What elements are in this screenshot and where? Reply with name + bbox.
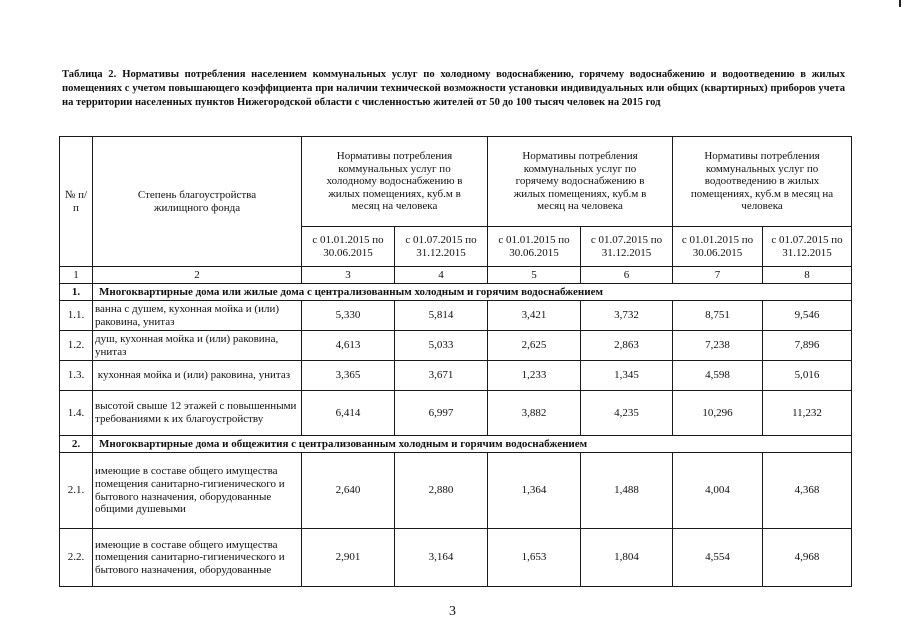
- value-cell: 8,751: [673, 301, 763, 331]
- value-cell: 9,546: [763, 301, 852, 331]
- value-cell: 2,901: [302, 529, 395, 587]
- section-number: 2.: [60, 436, 93, 453]
- row-number: 1.1.: [60, 301, 93, 331]
- row-number: 1.4.: [60, 391, 93, 436]
- value-cell: 4,235: [581, 391, 673, 436]
- header-period: с 01.07.2015 по 31.12.2015: [581, 227, 673, 267]
- section-row: [60, 284, 852, 301]
- row-number: 2.2.: [60, 529, 93, 587]
- value-cell: 6,997: [395, 391, 488, 436]
- column-number: 2: [93, 267, 302, 284]
- header-period: с 01.01.2015 по 30.06.2015: [302, 227, 395, 267]
- value-cell: 2,640: [302, 453, 395, 529]
- section-title: Многоквартирные дома и общежития с централизованным холодным и горячим водоснабжением: [93, 436, 852, 453]
- row-number: 2.1.: [60, 453, 93, 529]
- caption-text: Нормативы потребления населением коммунальных услуг по холодному водоснабжению, горячему водоснабжению и водоотведению в жилых помещениях с учетом повышающего коэффициента при наличии технической возможности установки индивидуальных или общих (квартирных) приборов учета на территории населенных пунктов Нижегородской области с численностью жителей от 50 до 100 тысяч человек на 2015 год: [62, 69, 845, 108]
- value-cell: 1,233: [488, 361, 581, 391]
- value-cell: 5,330: [302, 301, 395, 331]
- value-cell: 5,814: [395, 301, 488, 331]
- row-number: 1.3.: [60, 361, 93, 391]
- value-cell: 4,613: [302, 331, 395, 361]
- value-cell: 1,488: [581, 453, 673, 529]
- row-description: имеющие в составе общего имущества помещения санитарно-гигиенического и бытового назначения, оборудованные: [93, 529, 302, 587]
- value-cell: 2,625: [488, 331, 581, 361]
- table-row: [60, 453, 852, 529]
- section-row: [60, 436, 852, 453]
- value-cell: 3,882: [488, 391, 581, 436]
- row-description: имеющие в составе общего имущества помещения санитарно-гигиенического и бытового назначения, оборудованные общими душевыми: [93, 453, 302, 529]
- header-period: с 01.07.2015 по 31.12.2015: [763, 227, 852, 267]
- row-description: высотой свыше 12 этажей с повышенными требованиями к их благоустройству: [93, 391, 302, 436]
- column-number: 1: [60, 267, 93, 284]
- header-num: № п/п: [60, 137, 93, 267]
- value-cell: 4,368: [763, 453, 852, 529]
- header-group-cold-water: Нормативы потребления коммунальных услуг по холодному водоснабжению в жилых помещениях, куб.м в месяц на человека: [302, 137, 488, 227]
- value-cell: 10,296: [673, 391, 763, 436]
- column-number: 7: [673, 267, 763, 284]
- value-cell: 4,554: [673, 529, 763, 587]
- value-cell: 3,732: [581, 301, 673, 331]
- value-cell: 4,598: [673, 361, 763, 391]
- value-cell: 3,421: [488, 301, 581, 331]
- table-caption: [62, 68, 845, 110]
- value-cell: 3,365: [302, 361, 395, 391]
- section-number: 1.: [60, 284, 93, 301]
- column-number: 6: [581, 267, 673, 284]
- header-row-groups: [60, 137, 852, 227]
- column-number: 4: [395, 267, 488, 284]
- value-cell: 1,345: [581, 361, 673, 391]
- value-cell: 7,896: [763, 331, 852, 361]
- header-period: с 01.01.2015 по 30.06.2015: [488, 227, 581, 267]
- value-cell: 1,804: [581, 529, 673, 587]
- header-group-hot-water: Нормативы потребления коммунальных услуг по горячему водоснабжению в жилых помещениях, куб.м в месяц на человека: [488, 137, 673, 227]
- table-row: [60, 361, 852, 391]
- table-row: [60, 331, 852, 361]
- column-number: 8: [763, 267, 852, 284]
- value-cell: 5,016: [763, 361, 852, 391]
- value-cell: 11,232: [763, 391, 852, 436]
- scan-mark: [899, 0, 901, 7]
- value-cell: 1,653: [488, 529, 581, 587]
- value-cell: 3,671: [395, 361, 488, 391]
- value-cell: 2,880: [395, 453, 488, 529]
- value-cell: 2,863: [581, 331, 673, 361]
- caption-label: Таблица 2.: [62, 69, 117, 80]
- value-cell: 3,164: [395, 529, 488, 587]
- column-number: 3: [302, 267, 395, 284]
- value-cell: 6,414: [302, 391, 395, 436]
- row-description: ванна с душем, кухонная мойка и (или) раковина, унитаз: [93, 301, 302, 331]
- table-row: [60, 529, 852, 587]
- row-description: душ, кухонная мойка и (или) раковина, унитаз: [93, 331, 302, 361]
- value-cell: 1,364: [488, 453, 581, 529]
- value-cell: 4,004: [673, 453, 763, 529]
- row-number: 1.2.: [60, 331, 93, 361]
- table-row: [60, 391, 852, 436]
- header-period: с 01.01.2015 по 30.06.2015: [673, 227, 763, 267]
- section-title: Многоквартирные дома или жилые дома с централизованным холодным и горячим водоснабжением: [93, 284, 852, 301]
- norms-table: [59, 136, 852, 587]
- value-cell: 4,968: [763, 529, 852, 587]
- page-number: 3: [449, 604, 456, 619]
- column-number: 5: [488, 267, 581, 284]
- header-group-wastewater: Нормативы потребления коммунальных услуг по водоотведению в жилых помещениях, куб.м в месяц на человека: [673, 137, 852, 227]
- value-cell: 7,238: [673, 331, 763, 361]
- table-row: [60, 301, 852, 331]
- header-degree: Степень благоустройства жилищного фонда: [93, 137, 302, 267]
- column-number-row: [60, 267, 852, 284]
- row-description: кухонная мойка и (или) раковина, унитаз: [93, 361, 302, 391]
- header-period: с 01.07.2015 по 31.12.2015: [395, 227, 488, 267]
- value-cell: 5,033: [395, 331, 488, 361]
